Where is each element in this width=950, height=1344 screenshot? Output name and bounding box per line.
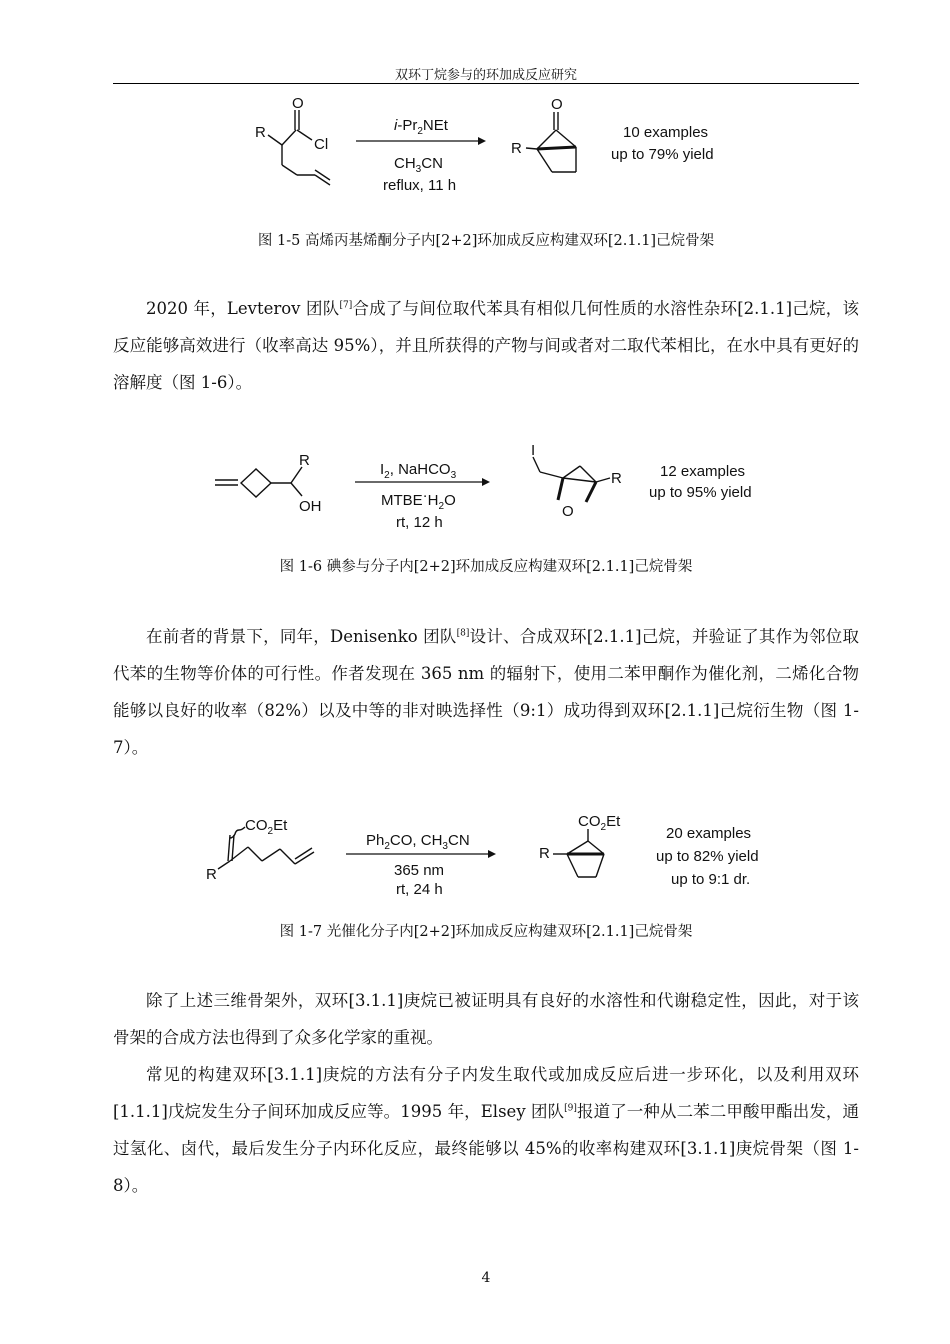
citation-9: [9] bbox=[564, 1103, 577, 1114]
header-rule bbox=[113, 83, 859, 84]
reactant-1-o: O bbox=[292, 95, 304, 112]
page-number: 4 bbox=[481, 1270, 491, 1286]
reactant-3-r: R bbox=[206, 866, 217, 883]
reactant-1-r: R bbox=[255, 124, 266, 141]
reactant-1-cl: Cl bbox=[314, 136, 329, 153]
reactant-2-oh: OH bbox=[299, 498, 322, 515]
figure-caption-1-5: 图 1-5 高烯丙基烯酮分子内[2+2]环加成反应构建双环[2.1.1]己烷骨架 bbox=[257, 233, 715, 249]
reagent-2-solvent: $MTBE\cdot H_2O$ bbox=[381, 487, 456, 512]
reagent-3-conditions: rt, 24 h bbox=[396, 881, 443, 898]
product-3-ester: $CO_2Et$ bbox=[578, 813, 621, 833]
product-1-o: O bbox=[551, 96, 563, 113]
paragraph-1: 2020 年，Levterov 团队[7]合成了与间位取代苯具有相似几何性质的水溶性杂环[2.1.1]己烷，该反应能够高效进行（收率高达 95%），并且所获得的产物与间或者对二取代苯相比，在水中具有更好的溶解度（图 1-6）。 bbox=[113, 299, 860, 392]
product-3-r: R bbox=[539, 845, 550, 862]
reaction-scheme-1 bbox=[0, 90, 950, 210]
paragraph-3: 除了上述三维骨架外，双环[3.1.1]庚烷已被证明具有良好的水溶性和代谢稳定性，因此，对于该骨架的合成方法也得到了众多化学家的重视。 bbox=[113, 991, 859, 1047]
scheme-3-yield: up to 82% yield bbox=[656, 848, 759, 865]
scheme-1-yield: up to 79% yield bbox=[611, 146, 714, 163]
product-2-o: O bbox=[562, 503, 574, 520]
reactant-2-r: R bbox=[299, 452, 310, 469]
product-2-structure bbox=[533, 457, 610, 502]
scheme-3-dr: up to 9:1 dr. bbox=[671, 871, 751, 888]
citation-8: [8] bbox=[456, 628, 470, 639]
product-2-r: R bbox=[611, 470, 622, 487]
reactant-3-ester: $CO_2Et$ bbox=[245, 817, 288, 837]
scheme-figure-1-7 bbox=[0, 805, 950, 905]
product-3-structure bbox=[553, 829, 604, 877]
page-header: 双环丁烷参与的环加成反应研究 bbox=[394, 68, 577, 83]
reagent-1-solvent: $CH_3CN$ bbox=[394, 155, 443, 175]
reagent-2-conditions: rt, 12 h bbox=[396, 514, 443, 531]
reactant-2-structure bbox=[215, 467, 302, 497]
scheme-1-examples: 10 examples bbox=[623, 124, 709, 141]
scheme-3-examples: 20 examples bbox=[666, 825, 752, 842]
figure-caption-1-6: 图 1-6 碘参与分子内[2+2]环加成反应构建双环[2.1.1]己烷骨架 bbox=[279, 559, 693, 575]
arrow-head-3 bbox=[488, 850, 496, 858]
reagent-1-conditions: reflux, 11 h bbox=[383, 177, 457, 194]
product-2-i: I bbox=[531, 442, 536, 459]
citation-7: [7] bbox=[339, 300, 353, 311]
reagent-3-top: $Ph_2CO$, $CH_3CN$ bbox=[366, 832, 470, 852]
reagent-3-wavelength: 365 nm bbox=[394, 862, 445, 879]
product-1-r: R bbox=[511, 140, 522, 157]
arrow-head-2 bbox=[482, 478, 490, 486]
reagent-2-top: $I_2$, NaHCO$_3$ bbox=[380, 461, 457, 481]
paragraph-4: 常见的构建双环[3.1.1]庚烷的方法有分子内发生取代或加成反应后进一步环化，以及利用双环[1.1.1]戊烷发生分子间环加成反应等。1995 年，Elsey 团队[9]报道了一种从二苯二甲酸甲酯出发，通过氢化、卤代，最后发生分子内环化反应，最终能够以 45%的收率构建双环[3.1.1]庚烷骨架（图 1-8）。 bbox=[113, 1065, 860, 1195]
figure-caption-1-7: 图 1-7 光催化分子内[2+2]环加成反应构建双环[2.1.1]己烷骨架 bbox=[279, 924, 693, 940]
paragraph-2: 在前者的背景下，同年，Denisenko 团队[8]设计、合成双环[2.1.1]己烷，并验证了其作为邻位取代苯的生物等价体的可行性。作者发现在 365 nm 的辐射下，使用二苯甲酮作为催化剂，二烯化合物能够以良好的收率（82%）以及中等的非对映选择性（9:1）成功得到双环[2.1.1]己烷衍生物（图 1-7）。 bbox=[113, 627, 860, 757]
scheme-2-examples: 12 examples bbox=[660, 463, 746, 480]
reagent-1-top: $i-Pr_2NEt$ bbox=[394, 117, 448, 137]
product-1-structure bbox=[526, 112, 576, 172]
arrow-head-1 bbox=[478, 137, 486, 145]
reaction-scheme-3 bbox=[0, 805, 950, 905]
scheme-figure-1-5 bbox=[0, 90, 950, 210]
scheme-2-yield: up to 95% yield bbox=[649, 484, 752, 501]
reaction-scheme-2 bbox=[0, 440, 950, 540]
scheme-figure-1-6 bbox=[0, 440, 950, 540]
